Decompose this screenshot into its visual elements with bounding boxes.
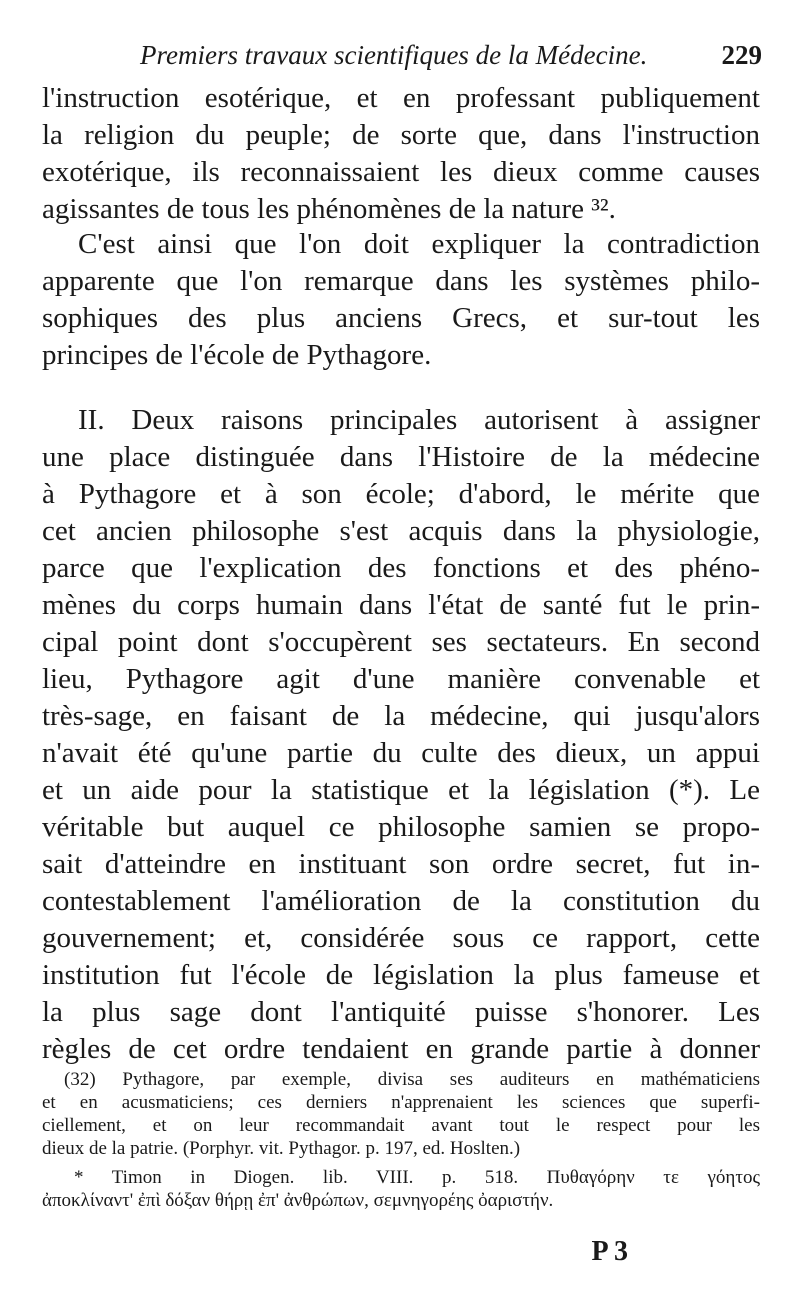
- text-line: mènes du corps humain dans l'état de santé fut le prin-: [42, 589, 760, 621]
- text-line: exotérique, ils reconnaissaient les dieux comme causes: [42, 156, 760, 188]
- paragraph-3: [42, 402, 760, 1068]
- text-line: agissantes de tous les phénomènes de la nature ³².: [42, 193, 616, 225]
- footnote-line: * Timon in Diogen. lib. VIII. p. 518. Πυθαγόρην τε γόητος: [74, 1167, 760, 1188]
- text-line: sait d'atteindre en instituant son ordre secret, fut in-: [42, 848, 760, 880]
- text-line: très-sage, en faisant de la médecine, qui jusqu'alors: [42, 700, 760, 732]
- text-line: cipal point dont s'occupèrent ses sectateurs. En second: [42, 626, 760, 658]
- text-line: principes de l'école de Pythagore.: [42, 339, 432, 371]
- footnote-line: (32) Pythagore, par exemple, divisa ses auditeurs en mathématiciens: [64, 1069, 760, 1090]
- footnotes: [42, 1068, 760, 1212]
- text-line: cet ancien philosophe s'est acquis dans la physiologie,: [42, 515, 760, 547]
- running-header: [140, 40, 762, 80]
- footnote-line: ciellement, et on leur recommandait avant tout le respect pour les: [42, 1115, 760, 1136]
- text-line: règles de cet ordre tendaient en grande partie à donner: [42, 1033, 760, 1065]
- text-line: lieu, Pythagore agit d'une manière convenable et: [42, 663, 760, 695]
- footnote-line: dieux de la patrie. (Porphyr. vit. Pythagor. p. 197, ed. Hoslten.): [42, 1138, 521, 1159]
- footnote-line: et en acusmaticiens; ces derniers n'apprenaient les sciences que superfi-: [42, 1092, 760, 1113]
- running-title: Premiers travaux scientifiques de la Médecine.: [140, 40, 648, 70]
- text-line: à Pythagore et à son école; d'abord, le mérite que: [42, 478, 760, 510]
- text-line: institution fut l'école de législation la plus fameuse et: [42, 959, 760, 991]
- paragraph-1: [42, 80, 760, 228]
- text-line: une place distinguée dans l'Histoire de la médecine: [42, 441, 760, 473]
- text-line: II. Deux raisons principales autorisent à assigner: [78, 404, 760, 436]
- text-line: apparente que l'on remarque dans les systèmes philo-: [42, 265, 760, 297]
- text-line: l'instruction esotérique, et en professant publiquement: [42, 82, 760, 114]
- page-number: 229: [721, 40, 762, 70]
- footnote-line: ἀποκλίναντ' ἐπὶ δόξαν θήρῃ ἐπ' ἀνθρώπων, σεμνηγορέης ὀαριστήν.: [42, 1190, 554, 1211]
- text-line: la religion du peuple; de sorte que, dans l'instruction: [42, 119, 760, 151]
- text-line: contestablement l'amélioration de la constitution du: [42, 885, 760, 917]
- paragraph-2: [42, 226, 760, 374]
- signature-mark: P 3: [591, 1236, 628, 1267]
- text-line: C'est ainsi que l'on doit expliquer la contradiction: [78, 228, 760, 260]
- text-line: la plus sage dont l'antiquité puisse s'honorer. Les: [42, 996, 760, 1028]
- text-line: et un aide pour la statistique et la législation (*). Le: [42, 774, 760, 806]
- text-line: véritable but auquel ce philosophe samien se propo-: [42, 811, 760, 843]
- text-line: gouvernement; et, considérée sous ce rapport, cette: [42, 922, 760, 954]
- text-line: parce que l'explication des fonctions et des phéno-: [42, 552, 760, 584]
- text-line: sophiques des plus anciens Grecs, et sur-tout les: [42, 302, 760, 334]
- text-line: n'avait été qu'une partie du culte des dieux, un appui: [42, 737, 760, 769]
